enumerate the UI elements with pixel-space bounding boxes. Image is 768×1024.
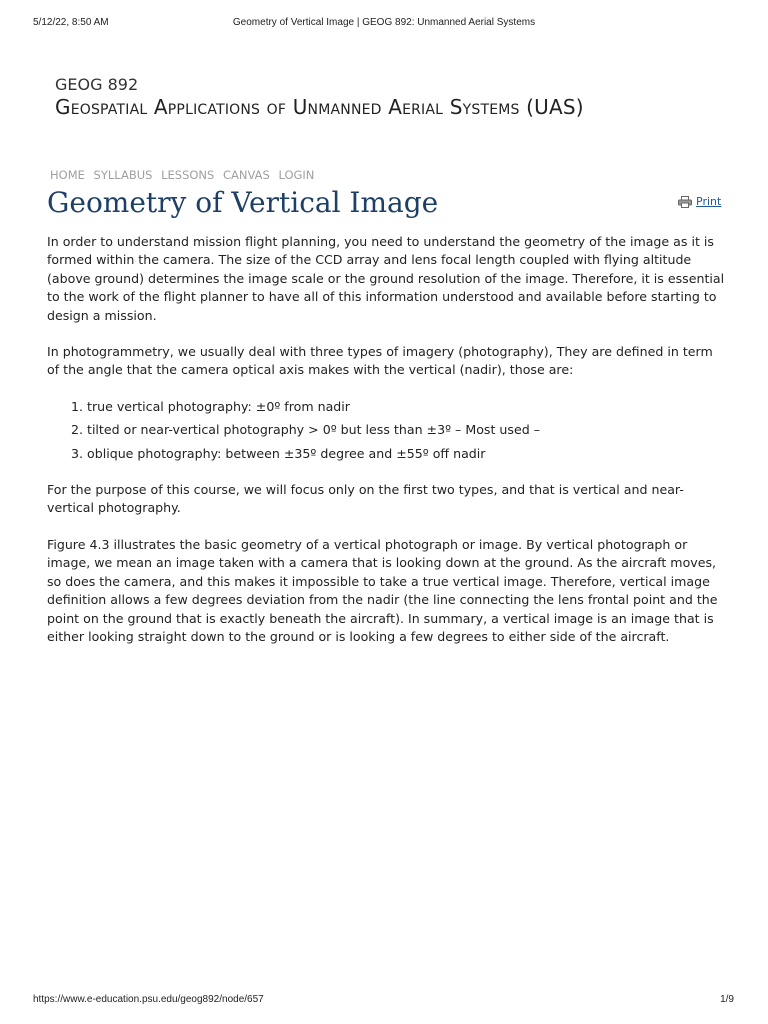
nav-login[interactable]: LOGIN [278,168,315,182]
printer-icon [678,196,692,208]
nav-canvas[interactable]: CANVAS [222,168,270,182]
print-label: Print [696,195,722,208]
course-name: Geospatial Applications of Unmanned Aerial Systems (UAS) [55,95,584,119]
paragraph: For the purpose of this course, we will focus only on the first two types, and that is vertical and near-vertical photography. [47,482,684,516]
list-item: 3. oblique photography: between ±35º degree and ±55º off nadir [87,445,727,463]
print-page-title: Geometry of Vertical Image | GEOG 892: Unmanned Aerial Systems [232,17,536,28]
paragraph: In order to understand mission flight planning, you need to understand the geometry of the image as it is formed within the camera. The size of the CCD array and lens focal length coupled with flying altitude (above ground) determines the image scale or the ground resolution of the image. Therefore, it is essential to the work of the flight planner to have all of this information understood and available before starting to design a mission. [47,234,725,323]
page-number: 1/9 [720,994,734,1005]
page-url: https://www.e-education.psu.edu/geog892/node/657 [33,994,264,1005]
nav-home[interactable]: HOME [50,168,85,182]
print-date: 5/12/22, 8:50 AM [33,17,109,28]
list-item: 2. tilted or near-vertical photography > 0º but less than ±3º – Most used – [87,421,727,439]
paragraph: In photogrammetry, we usually deal with three types of imagery (photography), They are defined in term of the angle that the camera optical axis makes with the vertical (nadir), those are: [47,344,713,378]
article-body [47,233,727,664]
page-title: Geometry of Vertical Image [47,186,439,219]
print-link[interactable] [678,195,721,208]
list-item: 1. true vertical photography: ±0º from nadir [87,398,727,416]
nav-lessons[interactable]: LESSONS [161,168,215,182]
paragraph: Figure 4.3 illustrates the basic geometry of a vertical photograph or image. By vertical photograph or image, we mean an image taken with a camera that is looking down at the ground. As the aircraft moves, so does the camera, and this makes it impossible to take a true vertical image. Therefore, vertical image definition allows a few degrees deviation from the nadir (the line connecting the lens frontal point and the point on the ground that is exactly beneath the aircraft). In summary, a vertical image is an image that is either looking straight down to the ground or is looking a few degrees to either side of the aircraft. [47,536,718,644]
course-code: GEOG 892 [55,75,139,94]
nav-syllabus[interactable]: SYLLABUS [93,168,153,182]
main-nav [50,168,319,182]
imagery-types-list [47,398,727,463]
